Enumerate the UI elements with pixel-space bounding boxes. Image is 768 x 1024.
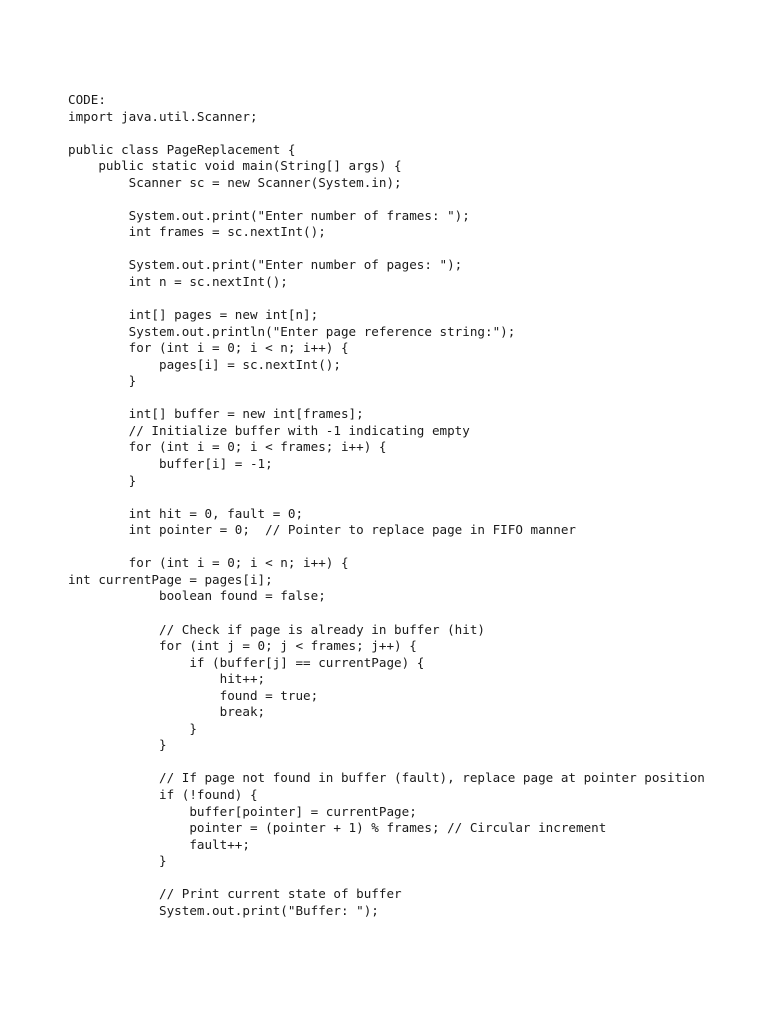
- code-line: // Initialize buffer with -1 indicating empty: [68, 422, 470, 438]
- code-line: [68, 754, 758, 771]
- code-line: }: [68, 373, 137, 389]
- code-line: int frames = sc.nextInt();: [68, 224, 326, 240]
- code-line: System.out.print("Buffer: ");: [68, 902, 379, 918]
- code-line: pages[i] = sc.nextInt();: [68, 356, 341, 372]
- code-line: if (buffer[j] == currentPage) {: [68, 654, 425, 670]
- code-line: [68, 539, 758, 556]
- code-line: fault++;: [68, 836, 250, 852]
- code-line: import java.util.Scanner;: [68, 108, 258, 124]
- code-line: pointer = (pointer + 1) % frames; // Circular increment: [68, 820, 607, 836]
- code-line: [68, 605, 758, 622]
- code-line: int[] buffer = new int[frames];: [68, 406, 364, 422]
- code-heading: CODE:: [68, 92, 106, 107]
- code-line: // If page not found in buffer (fault), replace page at pointer position: [68, 770, 705, 786]
- code-line: for (int i = 0; i < n; i++) {: [68, 555, 349, 571]
- code-line: if (!found) {: [68, 786, 258, 802]
- code-line: for (int j = 0; j < frames; j++) {: [68, 638, 417, 654]
- code-line: int hit = 0, fault = 0;: [68, 505, 304, 521]
- code-line: Scanner sc = new Scanner(System.in);: [68, 174, 402, 190]
- code-line: }: [68, 737, 167, 753]
- code-line: int pointer = 0; // Pointer to replace page in FIFO manner: [68, 522, 576, 538]
- code-line: hit++;: [68, 671, 266, 687]
- code-line: public static void main(String[] args) {: [68, 158, 402, 174]
- code-line: }: [68, 720, 197, 736]
- code-line: int currentPage = pages[i];: [68, 571, 273, 587]
- code-line: // Print current state of buffer: [68, 886, 402, 902]
- code-line: break;: [68, 704, 266, 720]
- code-line: [68, 241, 758, 258]
- code-line: System.out.print("Enter number of frames: ");: [68, 207, 470, 223]
- code-line: [68, 191, 758, 208]
- code-line: [68, 125, 758, 142]
- code-line: System.out.print("Enter number of pages: ");: [68, 257, 463, 273]
- code-line: [68, 870, 758, 887]
- code-line: int n = sc.nextInt();: [68, 274, 288, 290]
- code-lines: [68, 109, 758, 920]
- code-line: buffer[i] = -1;: [68, 456, 273, 472]
- code-line: [68, 489, 758, 506]
- code-line: [68, 291, 758, 308]
- code-block: [68, 92, 758, 919]
- code-line: buffer[pointer] = currentPage;: [68, 803, 417, 819]
- code-line: found = true;: [68, 687, 319, 703]
- code-line: public class PageReplacement {: [68, 141, 296, 157]
- code-line: }: [68, 472, 137, 488]
- code-line: System.out.println("Enter page reference string:");: [68, 323, 516, 339]
- code-line: }: [68, 853, 167, 869]
- code-line: boolean found = false;: [68, 588, 326, 604]
- code-line: int[] pages = new int[n];: [68, 307, 319, 323]
- code-line: [68, 390, 758, 407]
- code-line: // Check if page is already in buffer (hit): [68, 621, 486, 637]
- code-line: for (int i = 0; i < n; i++) {: [68, 340, 349, 356]
- code-line: for (int i = 0; i < frames; i++) {: [68, 439, 387, 455]
